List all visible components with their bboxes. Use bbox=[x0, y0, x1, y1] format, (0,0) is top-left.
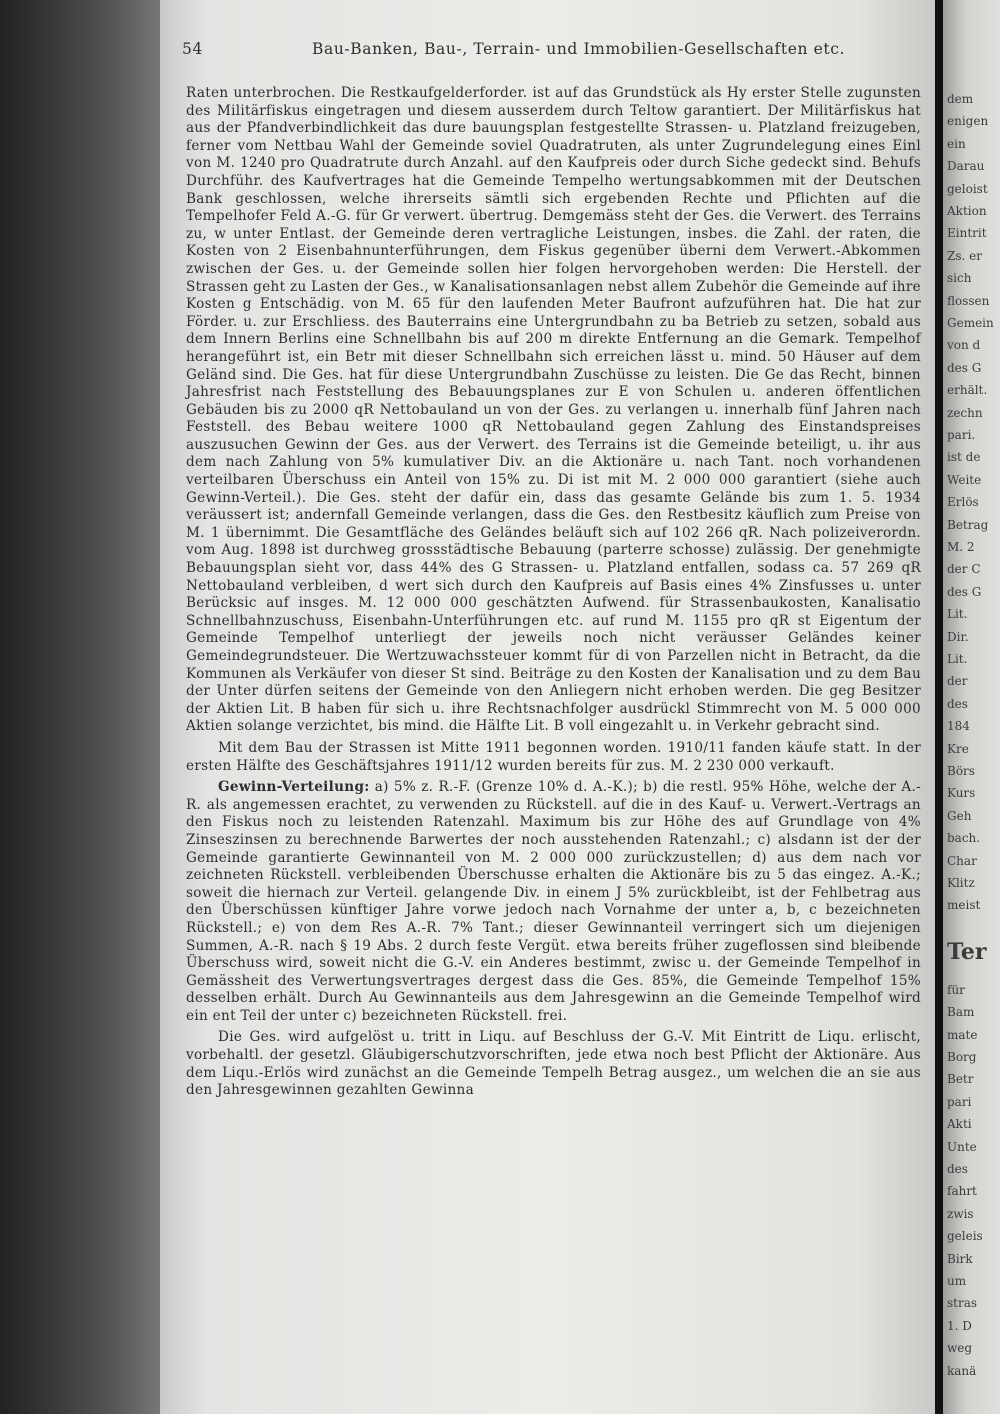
right-page-word: Betrag bbox=[947, 517, 989, 532]
gewinn-heading: Gewinn-Verteilung: bbox=[218, 779, 370, 796]
right-page-word: geloist bbox=[947, 181, 988, 196]
right-page-word: Lit. bbox=[947, 607, 968, 622]
right-page-word: Akti bbox=[947, 1117, 972, 1132]
paragraph-construction: Mit dem Bau der Strassen ist Mitte 1911 begonnen worden. 1910/11 fanden käufe statt. In der ersten Hälfte des Geschäftsjahres 1911/12 wurden bereits für zus. M. 2 230 000 verkauft. bbox=[186, 739, 921, 774]
right-page-word: ist de bbox=[947, 450, 981, 465]
right-page-word: erhält. bbox=[947, 383, 988, 398]
right-page-word: Unte bbox=[947, 1139, 977, 1154]
right-page-word: Erlös bbox=[947, 495, 979, 510]
book-gutter bbox=[935, 0, 943, 1414]
right-page-word: zechn bbox=[947, 405, 983, 420]
right-page-word: Ter bbox=[947, 938, 987, 965]
right-page-word: 184 bbox=[947, 719, 970, 734]
right-page-word: dem bbox=[947, 92, 974, 106]
page-body bbox=[186, 85, 921, 1104]
right-page-word: des G bbox=[947, 584, 982, 599]
right-page-word: Gemein bbox=[947, 316, 994, 330]
gewinn-text: a) 5% z. R.-F. (Grenze 10% d. A.-K.); b) die restl. 95% Höhe, welche der A.-R. als angemessen erachtet, zu verwenden zu Rückstell. auf die in des Kauf- u. Verwert.-Vertrags an den Fiskus noch zu leistenden Ratenzahl. Maximum bis zur Höhe des auf Grundlage von 4% Zinseszinsen zu berechnende Barwertes der noch ausstehenden Ratenzahl.; c) alsdann ist der der Gemeinde garantierte Gewinnanteil von M. 2 000 000 zurückzustellen; d) aus dem nach vor zeichneten Rückstell. verbleibenden Überschusse erhalten die Aktionäre bis zu 5 das eingez. A.-K.; soweit die hiernach zur Verteil. gelangende Div. in einem J 5% zurückbleibt, ist der Fehlbetrag aus den Überschüssen künftiger Jahre vorwe jedoch nach Vornahme der unter a, b, c bezeichneten Rückstell.; e) von dem Res A.-R. 7% Tant.; dieser Gewinnanteil verringert sich um diejenigen Summen, A.-R. nach § 19 Abs. 2 durch feste Vergüt. etwa bereits früher zugeflossen sind bleibende Überschuss wird, soweit nicht die G.-V. ein Anderes bestimmt, zwisc u. der Gemeinde Tempelhof in Gemässheit des Verwertungsvertrages dergest dass die Ges. 85%, die Gemeinde Tempelhof 15% desselben erhält. Durch Au Gewinnanteils aus dem Jahresgewinn an die Gemeinde Tempelhof wird ein ent Teil der unter c) bezeichneten Rückstell. frei. bbox=[186, 779, 921, 1024]
right-page-word: um bbox=[947, 1274, 967, 1288]
right-page-word: Bam bbox=[947, 1005, 975, 1020]
right-page-word: flossen bbox=[947, 293, 990, 308]
right-page-word: M. 2 bbox=[947, 540, 975, 554]
right-page-word: Börs bbox=[947, 764, 975, 778]
right-page-word: Geh bbox=[947, 808, 972, 823]
right-page-word: Betr bbox=[947, 1072, 974, 1087]
right-page-word: sich bbox=[947, 271, 972, 286]
right-page-word: des G bbox=[947, 360, 982, 375]
right-page-word: fahrt bbox=[947, 1184, 977, 1199]
right-page-word: mate bbox=[947, 1027, 978, 1042]
left-book-edge bbox=[0, 0, 160, 1414]
right-page-word: Borg bbox=[947, 1050, 977, 1064]
right-page-word: Birk bbox=[947, 1251, 973, 1266]
right-page-word: Dir. bbox=[947, 629, 969, 644]
paragraph-liquidation: Die Ges. wird aufgelöst u. tritt in Liqu. auf Beschluss der G.-V. Mit Eintritt de Liqu. erlischt, vorbehaltl. der gesetzl. Gläubigerschutzvorschriften, jede etwa noch best Pflicht der Aktionäre. Aus dem Liqu.-Erlös wird zunächst an die Gemeinde Tempelh Betrag ausgez., um welchen die an sie aus den Jahresgewinnen gezahlten Gewinna bbox=[186, 1029, 921, 1099]
right-page-word: für bbox=[947, 982, 965, 997]
right-page-fragment bbox=[943, 0, 1000, 1414]
right-page-word: Kre bbox=[947, 741, 969, 756]
right-page-word: Zs. er bbox=[947, 248, 982, 263]
right-page-word: Kurs bbox=[947, 786, 976, 801]
right-page-word: bach. bbox=[947, 831, 981, 846]
right-page-word: des bbox=[947, 696, 968, 711]
right-page-word: geleis bbox=[947, 1229, 983, 1244]
book-page bbox=[160, 0, 935, 1414]
paragraph-gewinn-verteilung bbox=[186, 779, 921, 1025]
right-page-word: des bbox=[947, 1162, 968, 1176]
right-page-word: Lit. bbox=[947, 652, 968, 666]
running-title: Bau-Banken, Bau-, Terrain- und Immobilien-Gesellschaften etc. bbox=[312, 40, 846, 58]
right-page-word: ein bbox=[947, 136, 966, 151]
right-page-word: pari. bbox=[947, 428, 976, 442]
right-page-word: meist bbox=[947, 898, 981, 913]
right-page-word: der bbox=[947, 674, 968, 689]
right-page-word: 1. D bbox=[947, 1318, 972, 1333]
right-page-word: enigen bbox=[947, 114, 989, 129]
right-page-word: zwis bbox=[947, 1206, 974, 1221]
page-number: 54 bbox=[182, 40, 203, 58]
right-page-word: Darau bbox=[947, 159, 985, 174]
right-page-word: Klitz bbox=[947, 876, 975, 890]
right-page-word: der C bbox=[947, 562, 981, 577]
paragraph-contract: Raten unterbrochen. Die Restkaufgelderforder. ist auf das Grundstück als Hy erster Stelle zugunsten des Militärfiskus eingetragen und diesem ausserdem durch Teltow garantiert. Der Militärfiskus hat aus der Pfandverbindlichkeit das dure bauungsplan festgestellte Strassen- u. Platzland freizugeben, ferner vom Nettbau Wahl der Gemeinde soviel Quadratruten, als unter Zugrundelegung eines Einl von M. 1240 pro Quadratrute durch Anzahl. auf den Kaufpreis oder durch Siche gedeckt sind. Behufs Durchführ. des Kaufvertrages hat die Gemeinde Tempelho wertungsabkommen mit der Deutschen Bank geschlossen, welche ihrerseits sämtli sich ergebenden Rechte und Pflichten auf die Tempelhofer Feld A.-G. für Gr verwert. übertrug. Demgemäss steht der Ges. die Verwert. des Terrains zu, w unter Entlast. der Gemeinde deren vertragliche Leistungen, insbes. die Zahl. der raten, die Kosten von 2 Eisenbahnunterführungen, dem Fiskus gegenüber überni dem Verwert.-Abkommen zwischen der Ges. u. der Gemeinde sollen hier folgen hervorgehoben werden: Die Herstell. der Strassen geht zu Lasten der Ges., w Kanalisationsanlagen nebst allem Zubehör die Gemeinde auf ihre Kosten g Entschädig. von M. 65 für den laufenden Meter Baufront aufzuführen hat. Die hat zur Förder. u. zur Erschliess. des Bauterrains eine Untergrundbahn zu ba Betrieb zu setzen, sobald aus dem Innern Berlins eine Schnellbahn bis auf 200 m direkte Entfernung an die Gemark. Tempelhof herangeführt ist, ein Betr mit dieser Schnellbahn sich erreichen lässt u. mind. 50 Häuser auf dem Geländ sind. Die Ges. hat für diese Untergrundbahn Zuschüsse zu leisten. Die Ge das Recht, binnen Jahresfrist nach Feststellung des Bebauungsplanes zur E von Schulen u. anderen öffentlichen Gebäuden bis zu 2000 qR Nettobauland un von der Ges. zu verlangen u. innerhalb fünf Jahren nach Feststell. des Bebau weitere 1000 qR Nettobauland gegen Zahlung des Einstandspreises auszusuchen Gewinn der Ges. aus der Verwert. des Terrains ist die Gemeinde beteiligt, u. ihr aus dem nach Zahlung von 5% kumulativer Div. an die Aktionäre u. nach Tant. noch vorhandenen verteilbaren Überschuss ein Anteil von 15% zu. Di ist mit M. 2 000 000 garantiert (siehe auch Gewinn-Verteil.). Die Ges. steht der dafür ein, dass das gesamte Gelände bis zum 1. 5. 1934 veräussert ist; andernfall Gemeinde verlangen, dass die Ges. den Restbesitz käuflich zum Preise von M. 1 übernimmt. Die Gesamtfläche des Geländes beläuft sich auf 102 266 qR. Nach polizeiverordn. vom Aug. 1898 ist durchweg grossstädtische Bebauung (parterre schosse) zulässig. Der genehmigte Bebauungsplan sieht vor, dass 44% des G Strassen- u. Platzland entfallen, sodass ca. 57 269 qR Nettobauland verbleiben, d wert sich durch den Kaufpreis auf Basis eines 4% Zinsfusses u. unter Berücksic auf insges. M. 12 000 000 geschätzten Aufwend. für Strassenbaukosten, Kanalisatio Schnellbahnzuschuss, Eisenbahn-Unterführungen etc. auf rund M. 1155 pro qR st Eigentum der Gemeinde Tempelhof unterliegt der jeweils noch nicht veräusser Geländes keiner Gemeindegrundsteuer. Die Wertzuwachssteuer kommt für di von Parzellen nicht in Betracht, da die Kommunen als Verkäufer von dieser St sind. Beiträge zu den Kosten der Kanalisation und zu dem Bau der Unter dürfen seitens der Gemeinde von den Anliegern nicht erhoben werden. Die geg Besitzer der Aktien Lit. B haben für sich u. ihre Rechtsnachfolger ausdrückl Stimmrecht von M. 5 000 000 Aktien solange verzichtet, bis mind. die Hälfte Lit. B voll eingezahlt u. in Verkehr gebracht sind. bbox=[186, 85, 921, 735]
right-page-word: pari bbox=[947, 1094, 972, 1109]
right-page-word: stras bbox=[947, 1296, 978, 1311]
right-page-word: von d bbox=[947, 338, 981, 353]
right-page-word: Weite bbox=[947, 472, 982, 487]
right-page-word: Char bbox=[947, 853, 977, 868]
right-page-word: kanä bbox=[947, 1363, 977, 1378]
right-page-word: Eintrit bbox=[947, 226, 987, 241]
right-page-word: weg bbox=[947, 1341, 973, 1356]
right-page-word: Aktion bbox=[947, 204, 987, 218]
